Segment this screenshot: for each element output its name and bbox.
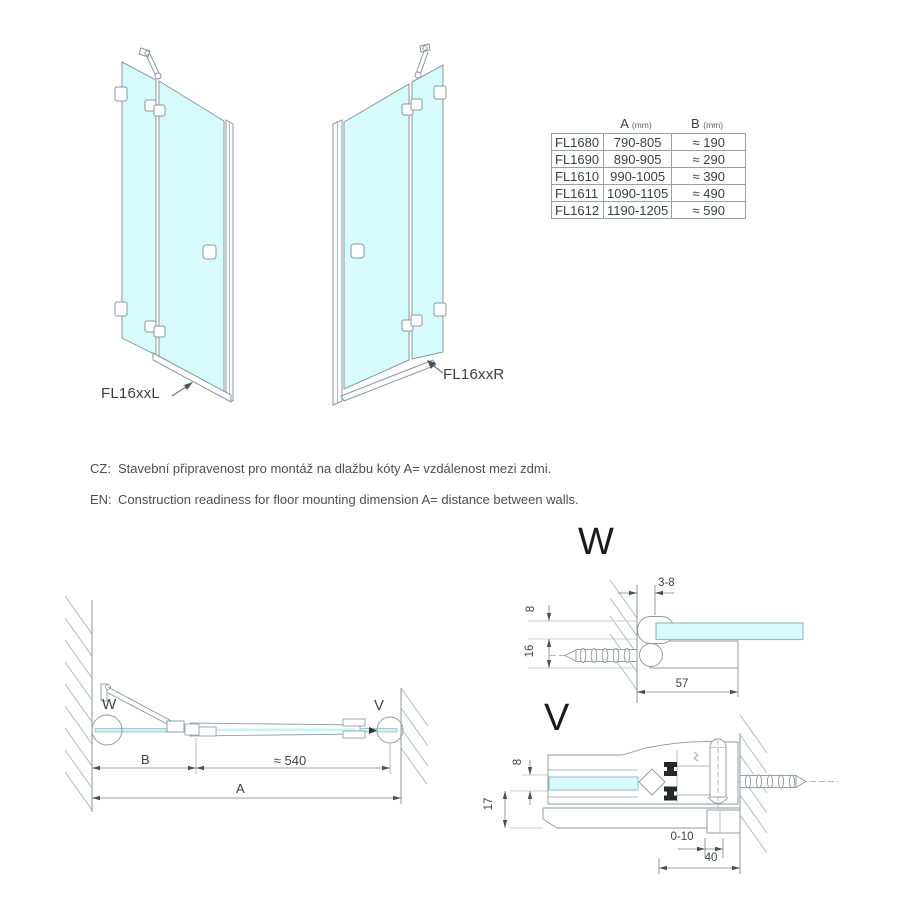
note-cz [90, 461, 551, 476]
detail-v-dim-0-10: 0-10 [670, 831, 694, 843]
detail-w-dim-57: 57 [675, 678, 689, 690]
dimension-lines [92, 768, 401, 798]
note-en [90, 492, 579, 507]
plan-marker-v-label: V [374, 697, 385, 714]
right-door-drawing [320, 38, 515, 410]
note-cz-label: CZ: [90, 461, 111, 476]
detail-w-dim-16: 16 [524, 644, 536, 658]
detail-v-title: V [544, 697, 570, 739]
detail-w-dim-3-8: 3-8 [658, 577, 675, 589]
detail-v-dim-40: 40 [704, 852, 718, 864]
plan-dim-540: ≈ 540 [273, 753, 307, 768]
note-en-text: Construction readiness for floor mounting dimension A= distance between walls. [118, 492, 579, 507]
glass-panel-section [549, 777, 638, 790]
plan-dim-b: B [141, 752, 150, 767]
wall-dowel-icon [565, 649, 637, 663]
header-col-b: B (mm) [690, 116, 724, 131]
table-row: FL1680 790-805 ≈ 190 [552, 134, 746, 151]
detail-w-title: W [578, 521, 614, 563]
handle-icon [351, 244, 364, 258]
right-door-main-panel [344, 84, 409, 389]
label-arrow [172, 382, 193, 396]
wall-hatch [65, 596, 92, 810]
table-row: FL1611 1090-1105 ≈ 490 [552, 185, 746, 202]
table-row: FL1690 890-905 ≈ 290 [552, 151, 746, 168]
wall-dowel-icon [740, 775, 806, 788]
header-model-spacer [551, 131, 602, 133]
door-bottom-profile [548, 742, 738, 804]
left-door-drawing [90, 38, 245, 410]
left-door-label: FL16xxL [101, 385, 160, 402]
note-en-label: EN: [90, 492, 112, 507]
detail-v-drawing [480, 697, 900, 900]
left-door-main-panel [159, 81, 224, 393]
detail-v-dim-17: 17 [483, 797, 495, 811]
glass-panel-section [656, 623, 803, 640]
wall-hatch [401, 688, 428, 784]
table-row: FL1612 1190-1205 ≈ 590 [552, 202, 746, 219]
header-col-a: A (mm) [620, 116, 652, 131]
plan-dim-a: A [236, 781, 245, 796]
size-table-header [551, 111, 746, 133]
wall-profile-bracket [650, 641, 738, 668]
sill-end-block [707, 810, 740, 833]
wall-hatch [610, 580, 637, 690]
detail-v-dim-8: 8 [512, 758, 524, 766]
detail-w-dim-8: 8 [525, 605, 537, 613]
size-table [551, 111, 746, 219]
handle-icon [203, 245, 216, 259]
door-panel-plan [185, 723, 360, 736]
right-door-label: FL16xxR [443, 366, 505, 383]
plan-marker-w-label: W [102, 696, 117, 713]
note-cz-text: Stavební připravenost pro montáž na dlažbu kóty A= vzdálenost mezi zdmi. [118, 461, 552, 476]
table-row: FL1610 990-1005 ≈ 390 [552, 168, 746, 185]
hinge-pin [640, 644, 663, 667]
